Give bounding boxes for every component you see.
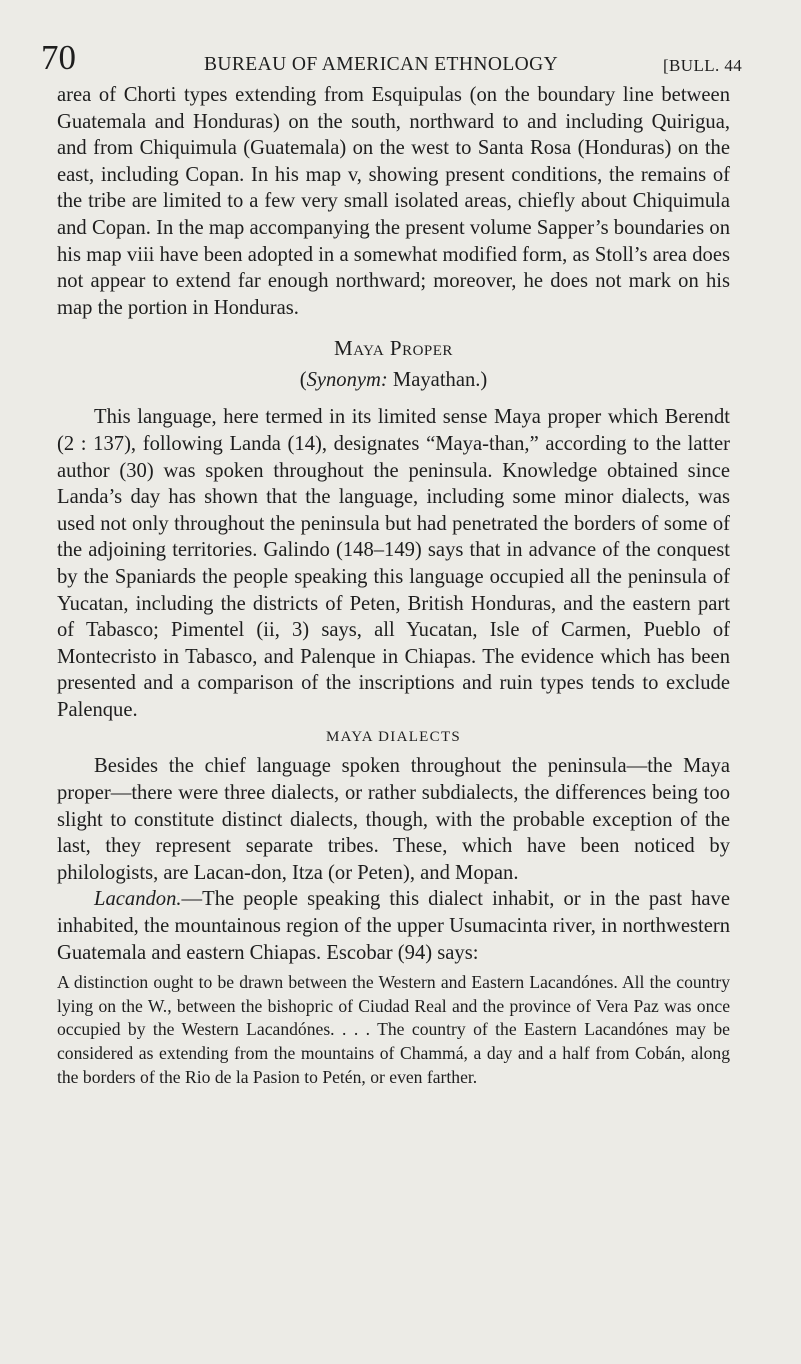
synonym-label: Synonym: — [306, 369, 388, 392]
body-text — [57, 82, 730, 1089]
running-title: BUREAU OF AMERICAN ETHNOLOGY — [204, 54, 559, 75]
running-head — [0, 38, 801, 78]
section-title-maya-proper: Maya Proper — [334, 336, 453, 361]
escobar-quotation: A distinction ought to be drawn between the Western and Eastern Lacandónes. All the country lying on the W., between the bishopric of Ciudad Real and the province of Vera Paz was once occupied by the Western Lacandónes. . . . The country of the Eastern Lacandónes may be considered as extending from the mountains of Chammá, a day and a half from Cobán, along the borders of the Rio de la Pasion to Petén, or even farther. — [57, 972, 730, 1087]
synonym-value: Mayathan.) — [387, 369, 488, 392]
paragraph-lacandon — [57, 886, 730, 966]
synonym-line — [57, 367, 730, 393]
bulletin-reference: [BULL. 44 — [663, 56, 743, 75]
paragraph-dialects: Besides the chief language spoken throughout the peninsula—the Maya proper—there were three dialects, or rather subdialects, the differences being too slight to constitute distinct dialects, though, with the probable exception of the last, they represent separate tribes. These, which have been noticed by philologists, are Lacan-don, Itza (or Peten), and Mopan. — [57, 755, 730, 884]
paragraph-maya-language: This language, here termed in its limited sense Maya proper which Berendt (2 : 137), following Landa (14), designates “Maya-than,” according to the latter author (30) was spoken throughout the peninsula. Knowledge obtained since Landa’s day has shown that the language, including some minor dialects, was used not only throughout the peninsula but had penetrated the borders of some of the adjoining territories. Galindo (148–149) says that in advance of the conquest by the Spaniards the people speaking this language occupied all the peninsula of Yucatan, including the districts of Peten, British Honduras, and the eastern part of Tabasco; Pimentel (ii, 3) says, all Yucatan, Isle of Carmen, Pueblo of Montecristo in Tabasco, and Palenque in Chiapas. The evidence which has been presented and a comparison of the inscriptions and ruin types tends to exclude Palenque. — [57, 406, 730, 721]
subsection-title-maya-dialects: MAYA DIALECTS — [325, 729, 462, 746]
lacandon-term: Lacandon. — [94, 888, 182, 911]
synonym-open-paren: ( — [299, 369, 307, 392]
paragraph-chorti-area: area of Chorti types extending from Esquipulas (on the boundary line between Guatemala and Honduras) on the south, northward to and including Quirigua, and from Chiquimula (Guatemala) on the west to Santa Rosa (Honduras) on the east, including Copan. In his map v, showing present conditions, the remains of the tribe are limited to a few very small isolated areas, chiefly about Chiquimula and Copan. In the map accompanying the present volume Sapper’s boundaries on his map viii have been adopted in a somewhat modified form, as Stoll’s area does not appear to extend far enough northward; moreover, he does not mark on his map the portion in Honduras. — [57, 84, 730, 319]
lacandon-text: —The people speaking this dialect inhabit, or in the past have inhabited, the mountainous region of the upper Usumacinta river, in northwestern Guatemala and eastern Chiapas. Escobar (94) says: — [57, 888, 730, 964]
page-number: 70 — [41, 38, 76, 77]
